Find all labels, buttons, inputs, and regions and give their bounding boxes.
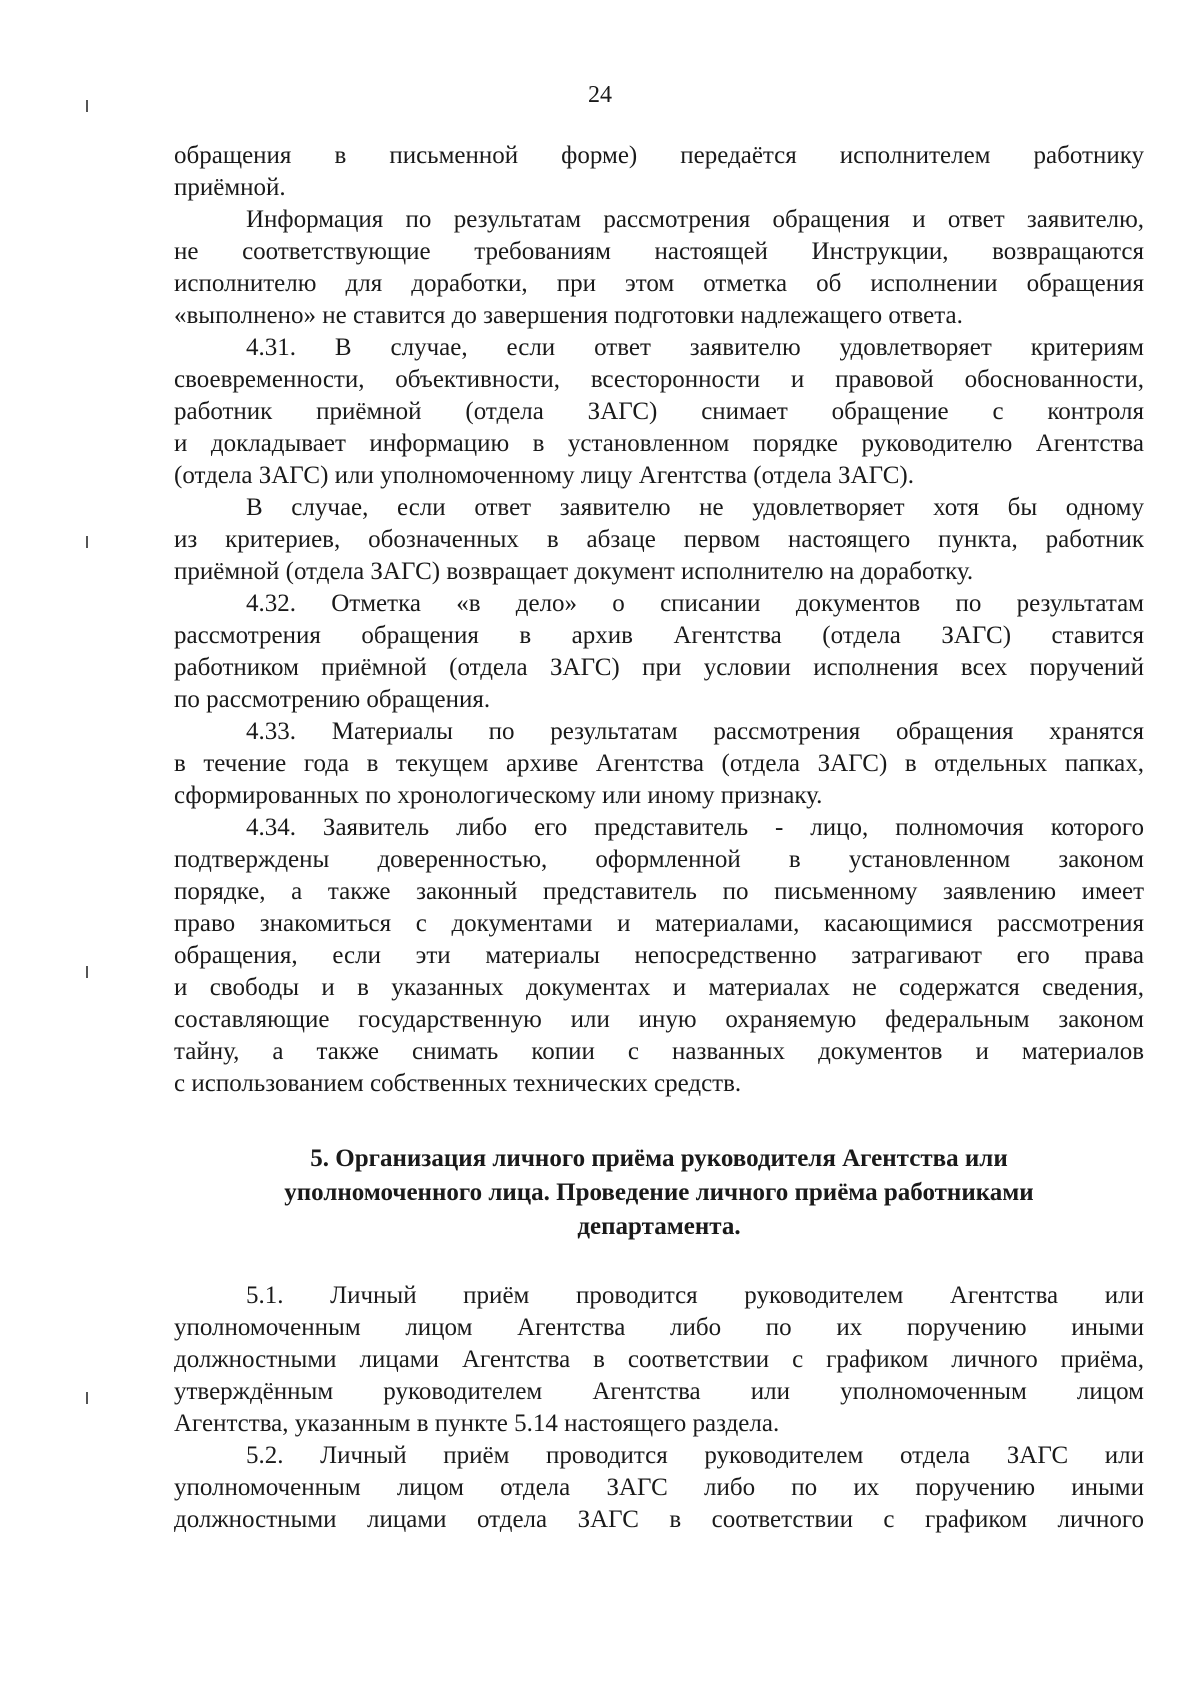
text-line: 4.34. Заявитель либо его представитель - лицо, полномочия которого bbox=[246, 814, 1144, 841]
text-line: не соответствующие требованиям настоящей Инструкции, возвращаются bbox=[174, 238, 1144, 265]
text-line: уполномоченным лицом Агентства либо по их поручению иными bbox=[174, 1314, 1144, 1341]
text-line: 4.31. В случае, если ответ заявителю удовлетворяет критериям bbox=[246, 334, 1144, 361]
paragraph bbox=[174, 1440, 1144, 1536]
text-line: 5.1. Личный приём проводится руководителем Агентства или bbox=[246, 1282, 1144, 1309]
text-line: В случае, если ответ заявителю не удовлетворяет хотя бы одному bbox=[246, 494, 1144, 521]
text-line: исполнителю для доработки, при этом отметка об исполнении обращения bbox=[174, 270, 1144, 297]
heading-line: 5. Организация личного приёма руководителя Агентства или bbox=[310, 1145, 1008, 1172]
text-line: тайну, а также снимать копии с названных документов и материалов bbox=[174, 1038, 1144, 1065]
text-line: Агентства, указанным в пункте 5.14 настоящего раздела. bbox=[174, 1410, 780, 1437]
text-line: сформированных по хронологическому или иному признаку. bbox=[174, 782, 823, 809]
paragraph bbox=[174, 332, 1144, 492]
scan-mark bbox=[86, 966, 88, 978]
scan-mark bbox=[86, 1392, 88, 1404]
text-line: по рассмотрению обращения. bbox=[174, 686, 491, 713]
text-line: и докладывает информацию в установленном порядке руководителю Агентства bbox=[174, 430, 1144, 457]
paragraph bbox=[174, 140, 1144, 204]
paragraph bbox=[174, 492, 1144, 588]
text-line: рассмотрения обращения в архив Агентства (отдела ЗАГС) ставится bbox=[174, 622, 1144, 649]
text-line: составляющие государственную или иную охраняемую федеральным законом bbox=[174, 1006, 1144, 1033]
scan-mark bbox=[86, 536, 88, 548]
paragraph bbox=[174, 716, 1144, 812]
document-body bbox=[174, 140, 1144, 1536]
text-line: с использованием собственных технических средств. bbox=[174, 1070, 742, 1097]
text-line: 4.32. Отметка «в дело» о списании документов по результатам bbox=[246, 590, 1144, 617]
text-line: подтверждены доверенностью, оформленной в установленном законом bbox=[174, 846, 1144, 873]
text-line: утверждённым руководителем Агентства или уполномоченным лицом bbox=[174, 1378, 1144, 1405]
paragraph bbox=[174, 588, 1144, 716]
scan-mark bbox=[86, 100, 88, 112]
text-line: обращения в письменной форме) передаётся исполнителем работнику bbox=[174, 142, 1144, 169]
text-line: должностными лицами Агентства в соответствии с графиком личного приёма, bbox=[174, 1346, 1144, 1373]
section-5-paragraphs bbox=[174, 1280, 1144, 1536]
text-line: из критериев, обозначенных в абзаце первом настоящего пункта, работник bbox=[174, 526, 1144, 553]
text-line: 4.33. Материалы по результатам рассмотрения обращения хранятся bbox=[246, 718, 1144, 745]
text-line: работником приёмной (отдела ЗАГС) при условии исполнения всех поручений bbox=[174, 654, 1144, 681]
text-line: в течение года в текущем архиве Агентства (отдела ЗАГС) в отдельных папках, bbox=[174, 750, 1144, 777]
text-line: право знакомиться с документами и материалами, касающимися рассмотрения bbox=[174, 910, 1144, 937]
text-line: приёмной. bbox=[174, 174, 286, 201]
paragraph bbox=[174, 1280, 1144, 1440]
text-line: 5.2. Личный приём проводится руководителем отдела ЗАГС или bbox=[246, 1442, 1144, 1469]
section-5-heading bbox=[174, 1142, 1144, 1244]
text-line: работник приёмной (отдела ЗАГС) снимает обращение с контроля bbox=[174, 398, 1144, 425]
text-line: обращения, если эти материалы непосредственно затрагивают его права bbox=[174, 942, 1144, 969]
text-line: (отдела ЗАГС) или уполномоченному лицу Агентства (отдела ЗАГС). bbox=[174, 462, 914, 489]
text-line: приёмной (отдела ЗАГС) возвращает документ исполнителю на доработку. bbox=[174, 558, 974, 585]
text-line: и свободы и в указанных документах и материалах не содержатся сведения, bbox=[174, 974, 1144, 1001]
heading-line: департамента. bbox=[577, 1213, 741, 1240]
text-line: своевременности, объективности, всесторонности и правовой обоснованности, bbox=[174, 366, 1144, 393]
heading-line: уполномоченного лица. Проведение личного приёма работниками bbox=[284, 1179, 1034, 1206]
section-4-paragraphs bbox=[174, 140, 1144, 1100]
text-line: «выполнено» не ставится до завершения подготовки надлежащего ответа. bbox=[174, 302, 963, 329]
page-number: 24 bbox=[588, 82, 612, 108]
paragraph bbox=[174, 204, 1144, 332]
text-line: уполномоченным лицом отдела ЗАГС либо по их поручению иными bbox=[174, 1474, 1144, 1501]
text-line: Информация по результатам рассмотрения обращения и ответ заявителю, bbox=[246, 206, 1144, 233]
paragraph bbox=[174, 812, 1144, 1100]
text-line: должностными лицами отдела ЗАГС в соответствии с графиком личного bbox=[174, 1506, 1144, 1533]
text-line: порядке, а также законный представитель по письменному заявлению имеет bbox=[174, 878, 1144, 905]
